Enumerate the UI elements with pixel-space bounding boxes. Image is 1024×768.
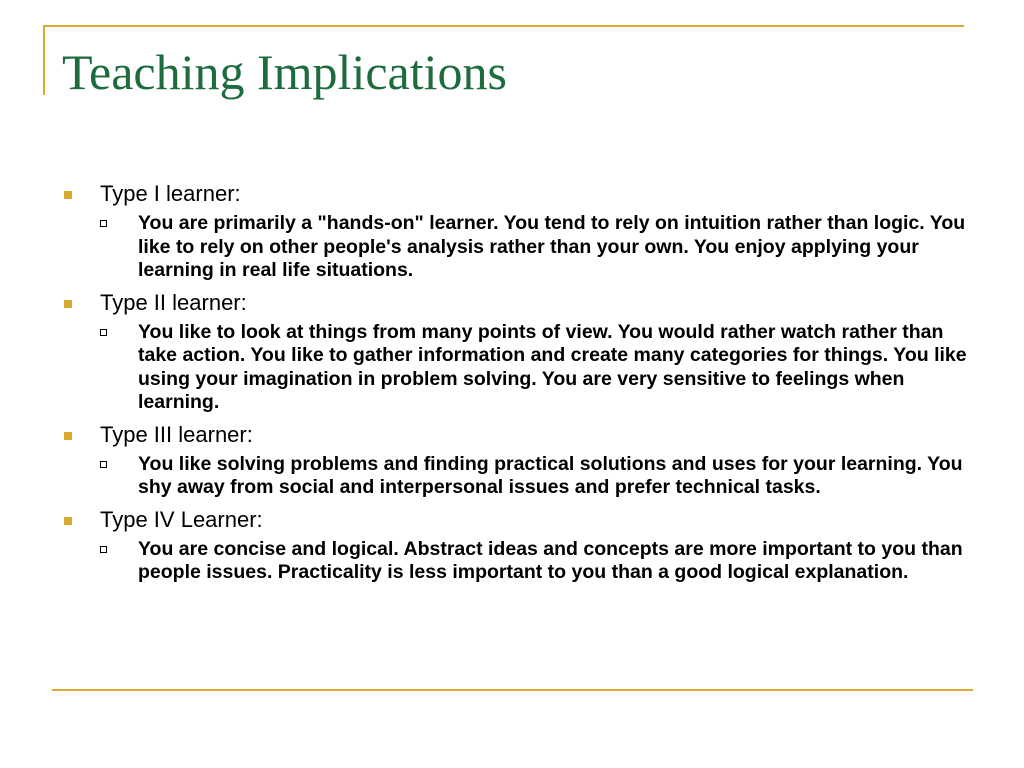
square-bullet-icon (64, 191, 72, 199)
item-label: Type III learner: (100, 421, 253, 447)
hollow-square-bullet-icon (100, 329, 107, 336)
hollow-square-bullet-icon (100, 461, 107, 468)
bullet-list (58, 180, 968, 585)
frame-top-rule (43, 25, 964, 27)
square-bullet-icon (64, 432, 72, 440)
item-label: Type II learner: (100, 289, 247, 315)
sub-item-text: You like to look at things from many points of view. You would rather watch rather than take action. You like to gather information and create many categories for things. You like using your imagination in problem solving. You are very sensitive to feelings when learning. (138, 320, 967, 413)
item-label: Type I learner: (100, 181, 241, 206)
sub-item (100, 212, 968, 283)
frame-left-rule (43, 25, 45, 95)
list-item-type-1 (58, 180, 968, 283)
sub-item-text: You are concise and logical. Abstract ideas and concepts are more important to you than people issues. Practicality is less important to you than a good logical explanation. (138, 537, 963, 583)
frame-bottom-rule (52, 689, 973, 691)
sub-item (100, 453, 968, 500)
sub-item (100, 538, 968, 585)
sub-item-text: You like solving problems and finding practical solutions and uses for your learning. You shy away from social and interpersonal issues and prefer technical tasks. (138, 452, 963, 498)
sub-item-text: You are primarily a "hands-on" learner. You tend to rely on intuition rather than logic. You like to rely on other people's analysis rather than your own. You enjoy applying your learning in real life situations. (138, 212, 966, 281)
square-bullet-icon (64, 300, 72, 308)
list-item-type-2 (58, 289, 968, 415)
sub-item (100, 321, 968, 415)
hollow-square-bullet-icon (100, 220, 107, 227)
square-bullet-icon (64, 517, 72, 525)
list-item-type-4 (58, 506, 968, 585)
item-label: Type IV Learner: (100, 506, 263, 532)
slide-title: Teaching Implications (62, 44, 507, 100)
hollow-square-bullet-icon (100, 546, 107, 553)
list-item-type-3 (58, 421, 968, 500)
